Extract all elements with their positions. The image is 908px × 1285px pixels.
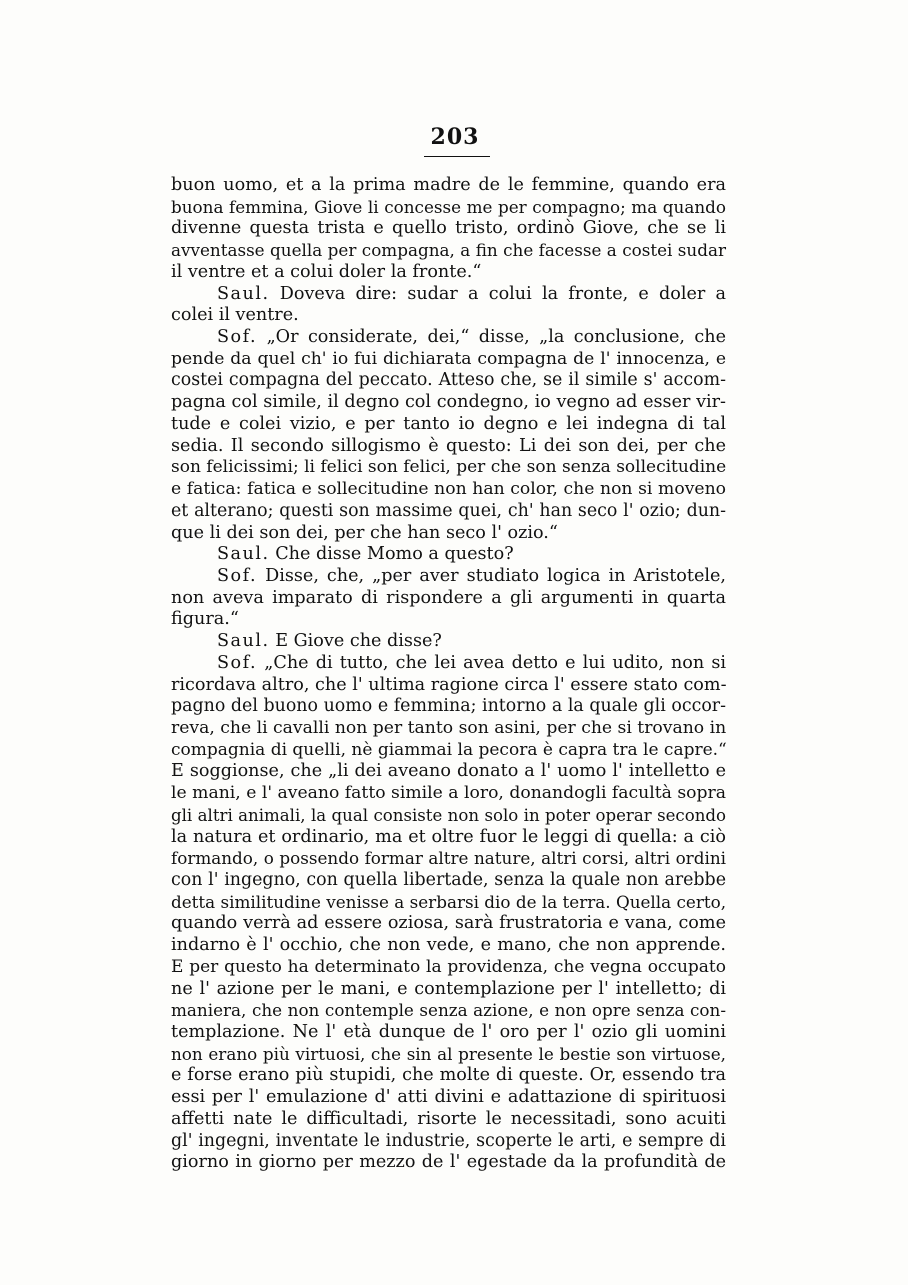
line-text: colei il ventre. xyxy=(171,305,299,326)
line-text: il ventre et a colui doler la fronte.“ xyxy=(171,261,482,282)
line-text: „Or considerate, dei,“ disse, „la conclusione, che xyxy=(266,327,726,348)
line-text: gli altri animali, la qual consiste non solo in poter operar secondo xyxy=(171,805,726,825)
line-text: divenne questa trista e quello tristo, ordinò Giove, che se li xyxy=(171,218,726,239)
line-text: ricordava altro, che l' ultima ragione circa l' essere stato com- xyxy=(171,674,727,695)
text-line xyxy=(171,370,726,392)
text-line xyxy=(171,1065,726,1087)
text-line xyxy=(171,305,726,327)
text-line xyxy=(171,913,726,935)
line-text: la natura et ordinario, ma et oltre fuor le leggi di quella: a ciò xyxy=(171,826,726,847)
text-line xyxy=(171,783,726,805)
text-line xyxy=(171,588,726,610)
text-line xyxy=(171,957,726,979)
text-line xyxy=(171,457,726,479)
line-text: Disse, che, „per aver studiato logica in Aristotele, xyxy=(265,565,727,586)
line-text: essi per l' emulazione d' atti divini e adattazione di spirituosi xyxy=(171,1087,726,1108)
line-text: et alterano; questi son massime quei, ch' han seco l' ozio; dun- xyxy=(171,500,726,521)
line-text: sedia. Il secondo sillogismo è questo: Li dei son dei, per che xyxy=(171,435,726,456)
line-text: formando, o possendo formar altre nature, altri corsi, altri ordini xyxy=(171,848,726,869)
speaker-label: Sof. xyxy=(217,565,258,586)
text-line xyxy=(171,827,726,849)
line-text: costei compagna del peccato. Atteso che, se il simile s' accom- xyxy=(171,370,726,391)
text-line xyxy=(171,175,726,197)
text-line xyxy=(171,675,726,697)
line-text: son felicissimi; li felici son felici, per che son senza sollecitudine xyxy=(171,457,727,478)
line-text: tude e colei vizio, e per tanto io degno e lei indegna di tal xyxy=(171,413,726,434)
line-text: pagna col simile, il degno col condegno, io vegno ad esser vir- xyxy=(171,392,726,413)
text-line xyxy=(171,197,726,219)
text-line xyxy=(171,718,726,740)
text-line xyxy=(171,935,726,957)
line-text: „Che di tutto, che lei avea detto e lui udito, non si xyxy=(264,652,727,673)
text-line xyxy=(171,1000,726,1022)
speaker-label: Sof. xyxy=(217,652,258,673)
text-line xyxy=(171,848,726,870)
text-line xyxy=(171,414,726,436)
text-line xyxy=(171,653,726,675)
line-text: e forse erano più stupidi, che molte di queste. Or, essendo tra xyxy=(171,1065,726,1086)
text-line xyxy=(171,240,726,262)
page-number: 203 xyxy=(430,124,480,150)
text-line xyxy=(171,544,726,566)
text-line xyxy=(171,262,726,284)
line-text: Doveva dire: sudar a colui la fronte, e doler a xyxy=(279,283,727,304)
text-line xyxy=(171,979,726,1001)
text-line xyxy=(171,1087,726,1109)
text-line xyxy=(171,566,726,588)
line-text: non erano più virtuosi, che sin al presente le bestie son virtuose, xyxy=(171,1043,726,1064)
line-text: buon uomo, et a la prima madre de le femmine, quando era xyxy=(171,175,726,195)
line-text: le mani, e l' aveano fatto simile a loro, donandogli facultà sopra xyxy=(171,783,726,804)
speaker-label: Saul. xyxy=(217,631,270,652)
text-line xyxy=(171,1109,726,1131)
speaker-label: Sof. xyxy=(217,327,258,348)
line-text: E per questo ha determinato la providenza, che vegna occupato xyxy=(171,956,726,977)
text-line xyxy=(171,870,726,892)
line-text: buona femmina, Giove li concesse me per compagno; ma quando xyxy=(171,196,726,217)
line-text: gl' ingegni, inventate le industrie, scoperte le arti, e sempre di xyxy=(171,1130,726,1151)
line-text: pende da quel ch' io fui dichiarata compagna de l' innocenza, e xyxy=(171,348,726,369)
line-text: giorno in giorno per mezzo de l' egestade da la profundità de xyxy=(171,1152,726,1173)
line-text: compagnia di quelli, nè giammai la pecora è capra tra le capre.“ xyxy=(171,739,727,760)
text-line xyxy=(171,436,726,458)
line-text: pagno del buono uomo e femmina; intorno a la quale gli occor- xyxy=(171,696,726,717)
text-line xyxy=(171,392,726,414)
line-text: avventasse quella per compagna, a fin che facesse a costei sudar xyxy=(171,240,726,261)
line-text: E Giove che disse? xyxy=(275,631,442,652)
line-text: quando verrà ad essere oziosa, sarà frustratoria e vana, come xyxy=(171,913,726,934)
text-line xyxy=(171,349,726,371)
line-text: Che disse Momo a questo? xyxy=(275,544,514,565)
line-text: non aveva imparato di rispondere a gli argumenti in quarta xyxy=(171,587,726,608)
line-text: detta similitudine venisse a serbarsi dio de la terra. Quella certo, xyxy=(171,891,727,912)
text-line xyxy=(171,218,726,240)
line-text: maniera, che non contemple senza azione, e non opre senza con- xyxy=(171,1000,726,1021)
text-line xyxy=(171,805,726,827)
text-line xyxy=(171,631,726,653)
line-text: indarno è l' occhio, che non vede, e mano, che non apprende. xyxy=(171,935,726,956)
line-text: reva, che li cavalli non per tanto son asini, per che si trovano in xyxy=(171,717,727,738)
text-line xyxy=(171,761,726,783)
text-line xyxy=(171,696,726,718)
text-line xyxy=(171,609,726,631)
line-text: E soggionse, che „li dei aveano donato a l' uomo l' intelletto e xyxy=(171,761,726,782)
text-line xyxy=(171,523,726,545)
line-text: que li dei son dei, per che han seco l' ozio.“ xyxy=(171,522,558,543)
text-line xyxy=(171,1044,726,1066)
line-text: con l' ingegno, con quella libertade, senza la quale non arebbe xyxy=(171,870,726,890)
body-text xyxy=(171,175,726,1174)
speaker-label: Saul. xyxy=(217,283,270,304)
line-text: templazione. Ne l' età dunque de l' oro per l' ozio gli uomini xyxy=(171,1022,726,1043)
header-rule xyxy=(424,156,490,157)
text-line xyxy=(171,1022,726,1044)
text-line xyxy=(171,1152,726,1174)
text-line xyxy=(171,1131,726,1153)
text-line xyxy=(171,501,726,523)
text-line xyxy=(171,479,726,501)
line-text: affetti nate le difficultadi, risorte le necessitadi, sono acuiti xyxy=(171,1108,726,1129)
text-line xyxy=(171,327,726,349)
line-text: e fatica: fatica e sollecitudine non han color, che non si moveno xyxy=(171,479,726,500)
text-line xyxy=(171,284,726,306)
line-text: ne l' azione per le mani, e contemplazione per l' intelletto; di xyxy=(171,978,726,999)
speaker-label: Saul. xyxy=(217,544,270,565)
text-line xyxy=(171,892,726,914)
text-line xyxy=(171,740,726,762)
line-text: figura.“ xyxy=(171,609,239,630)
